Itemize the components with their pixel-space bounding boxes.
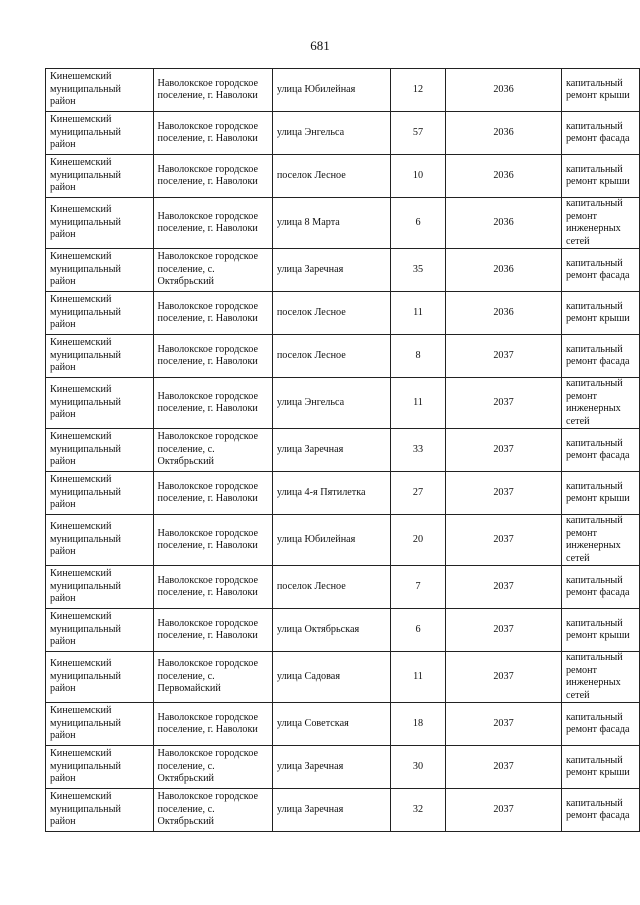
table-row	[46, 335, 640, 378]
table-row	[46, 789, 640, 832]
year-cell: 2037	[446, 652, 562, 703]
settlement-cell: Наволокское городское поселение, г. Наволоки	[153, 198, 272, 249]
year-cell: 2036	[446, 69, 562, 112]
repair-type-cell: капитальный ремонт инженерных сетей	[561, 198, 639, 249]
table-row	[46, 703, 640, 746]
district-cell: Кинешемский муниципальный район	[46, 198, 154, 249]
table-row	[46, 155, 640, 198]
repair-type-cell: капитальный ремонт фасада	[561, 703, 639, 746]
district-cell: Кинешемский муниципальный район	[46, 703, 154, 746]
district-cell: Кинешемский муниципальный район	[46, 746, 154, 789]
house-number-cell: 12	[390, 69, 445, 112]
house-number-cell: 11	[390, 292, 445, 335]
settlement-cell: Наволокское городское поселение, г. Наволоки	[153, 69, 272, 112]
year-cell: 2037	[446, 378, 562, 429]
year-cell: 2037	[446, 789, 562, 832]
repair-type-cell: капитальный ремонт крыши	[561, 292, 639, 335]
table-row	[46, 292, 640, 335]
street-cell: улица Заречная	[272, 249, 390, 292]
street-cell: улица 4-я Пятилетка	[272, 472, 390, 515]
house-number-cell: 57	[390, 112, 445, 155]
table-row	[46, 198, 640, 249]
year-cell: 2037	[446, 515, 562, 566]
year-cell: 2036	[446, 292, 562, 335]
district-cell: Кинешемский муниципальный район	[46, 112, 154, 155]
house-number-cell: 11	[390, 652, 445, 703]
street-cell: улица Энгельса	[272, 112, 390, 155]
settlement-cell: Наволокское городское поселение, с. Первомайский	[153, 652, 272, 703]
repair-type-cell: капитальный ремонт фасада	[561, 429, 639, 472]
table-row	[46, 652, 640, 703]
house-number-cell: 18	[390, 703, 445, 746]
settlement-cell: Наволокское городское поселение, г. Наволоки	[153, 378, 272, 429]
year-cell: 2036	[446, 112, 562, 155]
year-cell: 2037	[446, 703, 562, 746]
district-cell: Кинешемский муниципальный район	[46, 155, 154, 198]
house-number-cell: 11	[390, 378, 445, 429]
table-row	[46, 249, 640, 292]
street-cell: улица Советская	[272, 703, 390, 746]
house-number-cell: 33	[390, 429, 445, 472]
repair-type-cell: капитальный ремонт крыши	[561, 609, 639, 652]
table-row	[46, 69, 640, 112]
district-cell: Кинешемский муниципальный район	[46, 249, 154, 292]
settlement-cell: Наволокское городское поселение, г. Наволоки	[153, 515, 272, 566]
settlement-cell: Наволокское городское поселение, г. Наволоки	[153, 292, 272, 335]
district-cell: Кинешемский муниципальный район	[46, 429, 154, 472]
repair-type-cell: капитальный ремонт инженерных сетей	[561, 652, 639, 703]
repair-type-cell: капитальный ремонт фасада	[561, 335, 639, 378]
street-cell: улица Октябрьская	[272, 609, 390, 652]
settlement-cell: Наволокское городское поселение, г. Наволоки	[153, 155, 272, 198]
year-cell: 2037	[446, 609, 562, 652]
district-cell: Кинешемский муниципальный район	[46, 609, 154, 652]
year-cell: 2037	[446, 429, 562, 472]
house-number-cell: 30	[390, 746, 445, 789]
repair-type-cell: капитальный ремонт фасада	[561, 249, 639, 292]
street-cell: поселок Лесное	[272, 566, 390, 609]
year-cell: 2036	[446, 198, 562, 249]
settlement-cell: Наволокское городское поселение, с. Октябрьский	[153, 789, 272, 832]
table-row	[46, 472, 640, 515]
district-cell: Кинешемский муниципальный район	[46, 566, 154, 609]
house-number-cell: 10	[390, 155, 445, 198]
house-number-cell: 27	[390, 472, 445, 515]
repair-type-cell: капитальный ремонт крыши	[561, 69, 639, 112]
repair-type-cell: капитальный ремонт инженерных сетей	[561, 378, 639, 429]
district-cell: Кинешемский муниципальный район	[46, 652, 154, 703]
street-cell: поселок Лесное	[272, 292, 390, 335]
year-cell: 2037	[446, 335, 562, 378]
settlement-cell: Наволокское городское поселение, г. Наволоки	[153, 112, 272, 155]
table-row	[46, 429, 640, 472]
house-number-cell: 32	[390, 789, 445, 832]
table-row	[46, 378, 640, 429]
year-cell: 2037	[446, 566, 562, 609]
house-number-cell: 20	[390, 515, 445, 566]
street-cell: поселок Лесное	[272, 155, 390, 198]
house-number-cell: 6	[390, 198, 445, 249]
street-cell: улица Юбилейная	[272, 69, 390, 112]
settlement-cell: Наволокское городское поселение, с. Октябрьский	[153, 249, 272, 292]
repair-type-cell: капитальный ремонт крыши	[561, 472, 639, 515]
district-cell: Кинешемский муниципальный район	[46, 292, 154, 335]
settlement-cell: Наволокское городское поселение, г. Наволоки	[153, 335, 272, 378]
street-cell: улица Заречная	[272, 789, 390, 832]
street-cell: поселок Лесное	[272, 335, 390, 378]
table-row	[46, 746, 640, 789]
street-cell: улица 8 Марта	[272, 198, 390, 249]
district-cell: Кинешемский муниципальный район	[46, 515, 154, 566]
settlement-cell: Наволокское городское поселение, г. Наволоки	[153, 609, 272, 652]
settlement-cell: Наволокское городское поселение, с. Октябрьский	[153, 429, 272, 472]
district-cell: Кинешемский муниципальный район	[46, 472, 154, 515]
table-body	[46, 69, 640, 832]
repair-type-cell: капитальный ремонт крыши	[561, 155, 639, 198]
house-number-cell: 6	[390, 609, 445, 652]
table-row	[46, 112, 640, 155]
settlement-cell: Наволокское городское поселение, г. Наволоки	[153, 566, 272, 609]
district-cell: Кинешемский муниципальный район	[46, 789, 154, 832]
street-cell: улица Заречная	[272, 746, 390, 789]
year-cell: 2037	[446, 746, 562, 789]
street-cell: улица Энгельса	[272, 378, 390, 429]
settlement-cell: Наволокское городское поселение, г. Наволоки	[153, 472, 272, 515]
repair-type-cell: капитальный ремонт фасада	[561, 112, 639, 155]
year-cell: 2036	[446, 249, 562, 292]
table-row	[46, 515, 640, 566]
year-cell: 2037	[446, 472, 562, 515]
table-row	[46, 566, 640, 609]
repair-type-cell: капитальный ремонт инженерных сетей	[561, 515, 639, 566]
house-number-cell: 35	[390, 249, 445, 292]
year-cell: 2036	[446, 155, 562, 198]
street-cell: улица Заречная	[272, 429, 390, 472]
house-number-cell: 7	[390, 566, 445, 609]
repair-type-cell: капитальный ремонт крыши	[561, 746, 639, 789]
repair-type-cell: капитальный ремонт фасада	[561, 789, 639, 832]
settlement-cell: Наволокское городское поселение, г. Наволоки	[153, 703, 272, 746]
district-cell: Кинешемский муниципальный район	[46, 69, 154, 112]
street-cell: улица Юбилейная	[272, 515, 390, 566]
district-cell: Кинешемский муниципальный район	[46, 335, 154, 378]
district-cell: Кинешемский муниципальный район	[46, 378, 154, 429]
street-cell: улица Садовая	[272, 652, 390, 703]
page-number: 681	[310, 38, 330, 53]
housing-repair-table	[45, 68, 640, 832]
settlement-cell: Наволокское городское поселение, с. Октябрьский	[153, 746, 272, 789]
table-row	[46, 609, 640, 652]
house-number-cell: 8	[390, 335, 445, 378]
repair-type-cell: капитальный ремонт фасада	[561, 566, 639, 609]
